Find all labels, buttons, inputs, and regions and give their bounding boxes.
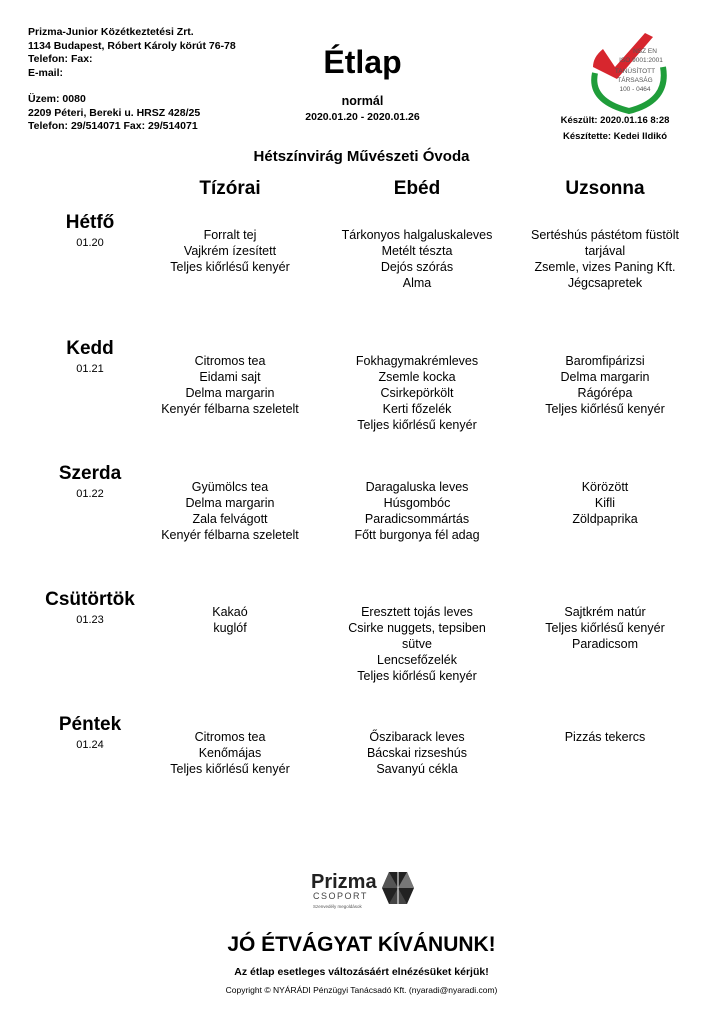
- ebed-cell: [307, 479, 527, 543]
- menu-item: Paradicsom: [572, 637, 638, 651]
- uzsonna-cell: [495, 353, 715, 417]
- menu-item: Dejós szórás: [380, 260, 454, 274]
- certification-badge-icon: [583, 27, 675, 115]
- menu-item: Kenyér félbarna szeletelt: [161, 402, 299, 416]
- menu-item: Eresztett tojás leves: [361, 605, 473, 619]
- menu-item: Teljes kiőrlésű kenyér: [545, 402, 665, 416]
- cert-line-5: 100 - 0464: [619, 86, 651, 93]
- menu-item: Húsgombóc: [383, 496, 451, 510]
- created-date: Készült: 2020.01.16 8:28: [560, 115, 670, 126]
- menu-item: Jégcsapretek: [567, 276, 643, 290]
- menu-item: Forralt tej: [203, 228, 257, 242]
- menu-item: Citromos tea: [194, 730, 266, 744]
- ebed-cell: [307, 353, 527, 433]
- menu-item: Kenőmájas: [198, 746, 262, 760]
- cert-line-2: ISO 9001:2001: [619, 57, 663, 64]
- logo-sub: CSOPORT: [313, 891, 368, 901]
- column-header-uzsonna: Uzsonna: [565, 178, 645, 199]
- menu-item: Kenyér félbarna szeletelt: [161, 528, 299, 542]
- site-address: 2209 Péteri, Bereki u. HRSZ 428/25: [28, 106, 201, 119]
- menu-item: Teljes kiőrlésű kenyér: [357, 669, 477, 683]
- date-range: 2020.01.20 - 2020.01.26: [305, 111, 420, 123]
- menu-item: Gyümölcs tea: [191, 480, 269, 494]
- menu-item: Teljes kiőrlésű kenyér: [170, 762, 290, 776]
- menu-item: tarjával: [584, 244, 626, 258]
- menu-item: Delma margarin: [560, 370, 650, 384]
- menu-item: Metélt tészta: [381, 244, 453, 258]
- day-name: Csütörtök: [45, 589, 135, 610]
- menu-item: Paradicsommártás: [364, 512, 470, 526]
- menu-item: Zala felvágott: [192, 512, 268, 526]
- uzsonna-cell: [495, 227, 715, 291]
- menu-type: normál: [341, 94, 384, 108]
- menu-item: Zöldpaprika: [572, 512, 638, 526]
- cert-line-3: TANÚSÍTOTT: [614, 68, 656, 75]
- ebed-cell: [307, 227, 527, 291]
- menu-item: Sertéshús pástétom füstölt: [531, 228, 679, 242]
- menu-item: Alma: [402, 276, 432, 290]
- page-title: Étlap: [323, 44, 402, 80]
- site-phone-fax: Telefon: 29/514071 Fax: 29/514071: [28, 120, 198, 132]
- logo-tagline: Szenvedély megoldások: [313, 904, 362, 909]
- menu-item: Csirkepörkölt: [380, 386, 454, 400]
- day-date: 01.24: [76, 739, 104, 751]
- column-header-ebed: Ebéd: [393, 178, 441, 199]
- menu-item: Zsemle kocka: [378, 370, 456, 384]
- site-info: [28, 93, 200, 134]
- company-email: E-mail:: [28, 66, 64, 79]
- menu-item: Rágórépa: [577, 386, 633, 400]
- menu-item: Savanyú cékla: [376, 762, 458, 776]
- menu-item: Fokhagymakrémleves: [355, 354, 479, 368]
- day-name: Hétfő: [65, 212, 115, 233]
- menu-item: Körözött: [581, 480, 629, 494]
- menu-item: Pizzás tekercs: [564, 730, 646, 744]
- menu-item: Őszibarack leves: [369, 730, 465, 744]
- menu-item: Bácskai rizseshús: [366, 746, 468, 760]
- menu-item: Delma margarin: [185, 386, 275, 400]
- menu-item: Csirke nuggets, tepsiben: [348, 621, 486, 635]
- logo-word: Prizma: [311, 871, 377, 893]
- menu-item: Daragaluska leves: [365, 480, 469, 494]
- company-address: 1134 Budapest, Róbert Károly körút 76-78: [28, 39, 236, 52]
- menu-item: Kakaó: [212, 605, 248, 619]
- cert-line-1: NSZ EN: [633, 48, 657, 55]
- day-date: 01.23: [76, 614, 104, 626]
- day-name: Péntek: [58, 714, 122, 735]
- day-date: 01.20: [76, 237, 104, 249]
- day-name: Kedd: [66, 338, 114, 359]
- uzsonna-cell: [495, 729, 715, 745]
- ebed-cell: [307, 729, 527, 777]
- logo-prism-mark: [382, 872, 414, 904]
- footer-note: Az étlap esetleges változásáért elnézésüket kérjük!: [234, 966, 489, 978]
- footer-wish: JÓ ÉTVÁGYAT KÍVÁNUNK!: [227, 933, 496, 956]
- menu-item: Citromos tea: [194, 354, 266, 368]
- cert-line-4: TÁRSASÁG: [617, 77, 653, 84]
- menu-item: Kerti főzelék: [382, 402, 452, 416]
- menu-item: Delma margarin: [185, 496, 275, 510]
- menu-item: Kifli: [594, 496, 616, 510]
- company-name: Prizma-Junior Közétkeztetési Zrt.: [28, 26, 194, 38]
- menu-item: Zsemle, vizes Paning Kft.: [534, 260, 676, 274]
- menu-item: Lencsefőzelék: [377, 653, 457, 667]
- menu-item: Teljes kiőrlésű kenyér: [170, 260, 290, 274]
- menu-item: kuglóf: [213, 621, 247, 635]
- menu-item: Tárkonyos halgaluskaleves: [341, 228, 493, 242]
- uzsonna-cell: [495, 479, 715, 527]
- menu-item: Teljes kiőrlésű kenyér: [545, 621, 665, 635]
- uzsonna-cell: [495, 604, 715, 652]
- menu-item: Vajkrém ízesített: [183, 244, 277, 258]
- menu-item: Teljes kiőrlésű kenyér: [357, 418, 477, 432]
- ebed-cell: [307, 604, 527, 684]
- created-by: Készítette: Kedei Ildikó: [563, 131, 667, 142]
- company-info: [28, 26, 236, 80]
- day-date: 01.21: [76, 363, 104, 375]
- day-name: Szerda: [58, 463, 122, 484]
- day-date: 01.22: [76, 488, 104, 500]
- school-name: Hétszínvirág Művészeti Óvoda: [253, 148, 470, 165]
- site-plant: Üzem: 0080: [28, 93, 86, 105]
- copyright: Copyright © NYÁRÁDI Pénzügyi Tanácsadó Kft. (nyaradi@nyaradi.com): [225, 985, 498, 995]
- prizma-logo-icon: [311, 866, 415, 916]
- creation-info: [545, 113, 685, 145]
- menu-item: Eidami sajt: [199, 370, 261, 384]
- menu-item: Főtt burgonya fél adag: [354, 528, 480, 542]
- company-phone-fax: Telefon: Fax:: [28, 53, 93, 65]
- column-header-tizorai: Tízórai: [199, 178, 261, 199]
- menu-item: sütve: [402, 637, 432, 651]
- menu-item: Sajtkrém natúr: [564, 605, 646, 619]
- menu-item: Baromfipárizsi: [565, 354, 645, 368]
